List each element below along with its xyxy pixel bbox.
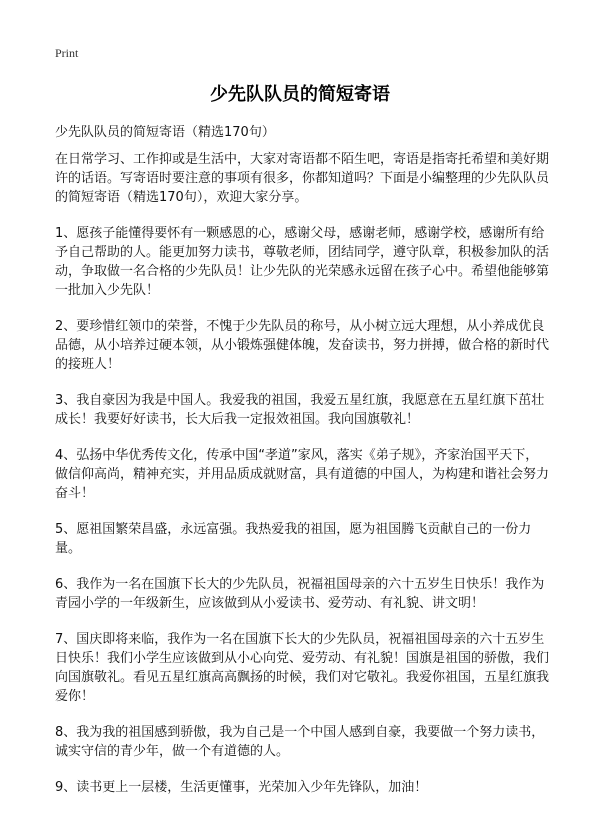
intro-paragraph: 在日常学习、工作抑或是生活中，大家对寄语都不陌生吧，寄语是指寄托希望和美好期许的话语。写寄语时要注意的事项有很多，你都知道吗？下面是小编整理的少先队队员的简短寄语（精选170句），欢迎大家分享。 [55, 152, 550, 205]
list-item: 8、我为我的祖国感到骄傲，我为自己是一个中国人感到自豪，我要做一个努力读书，诚实守信的青少年，做一个有道德的人。 [55, 725, 545, 759]
list-item: 1、愿孩子能懂得要怀有一颗感恩的心，感谢父母，感谢老师，感谢学校，感谢所有给予自己帮助的人。能更加努力读书，尊敬老师，团结同学，遵守队章，积极参加队的活动，争取做一名合格的少先队员！让少先队的光荣感永远留在孩子心中。希望他能够第一批加入少先队！ [55, 226, 550, 298]
list-item: 5、愿祖国繁荣昌盛，永远富强。我热爱我的祖国，愿为祖国腾飞贡献自己的一份力量。 [55, 522, 532, 556]
list-item: 9、读书更上一层楼，生活更懂事，光荣加入少年先锋队，加油！ [55, 780, 428, 795]
list-item: 3、我自豪因为我是中国人。我爱我的祖国，我爱五星红旗，我愿意在五星红旗下茁壮成长！我要好好读书，长大后我一定报效祖国。我向国旗敬礼！ [55, 393, 545, 427]
list-item: 4、弘扬中华优秀传文化，传承中国“孝道”家风，落实《弟子规》，齐家治国平天下，做信仰高尚，精神充实，并用品质成就财富，具有道德的中国人，为构建和谐社会努力奋斗！ [55, 448, 550, 501]
print-link[interactable]: Print [55, 46, 79, 60]
page-title: 少先队队员的简短寄语 [210, 84, 390, 105]
article-body [55, 150, 550, 814]
list-item: 7、国庆即将来临，我作为一名在国旗下长大的少先队员，祝福祖国母亲的六十五岁生日快乐！我们小学生应该做到从小心向党、爱劳动、有礼貌！国旗是祖国的骄傲，我们向国旗敬礼。看见五星红旗高高飘扬的时候，我们对它敬礼。我爱你祖国，五星红旗我爱你！ [55, 632, 550, 704]
page-subtitle: 少先队队员的简短寄语（精选170句） [55, 125, 275, 140]
list-item: 2、要珍惜红领巾的荣誉，不愧于少先队员的称号，从小树立远大理想，从小养成优良品德，从小培养过硬本领，从小锻炼强健体魄，发奋读书，努力拼搏，做合格的新时代的接班人！ [55, 319, 550, 372]
list-item: 6、我作为一名在国旗下长大的少先队员，祝福祖国母亲的六十五岁生日快乐！我作为青园小学的一年级新生，应该做到从小爱读书、爱劳动、有礼貌、讲文明！ [55, 577, 545, 611]
